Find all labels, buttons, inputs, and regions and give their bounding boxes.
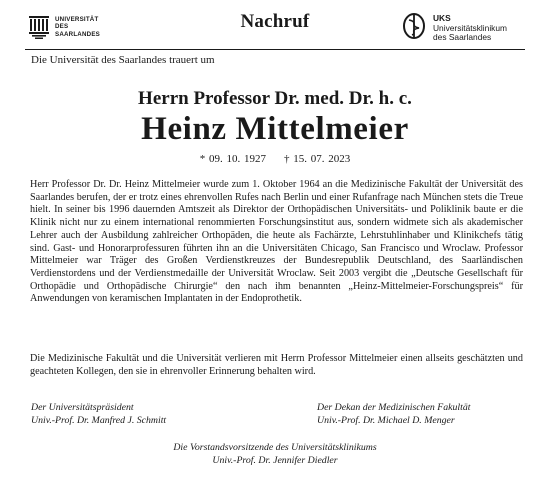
uks-logo-line-1: Universitätsklinikum xyxy=(433,22,507,33)
deceased-name: Heinz Mittelmeier xyxy=(141,111,409,147)
header-divider xyxy=(25,49,525,50)
signature-dean xyxy=(317,401,527,427)
life-dates xyxy=(0,153,550,165)
signature-president xyxy=(31,401,271,427)
birth-date: * 09. 10. 1927 xyxy=(199,153,266,165)
university-logo-line-2: DES xyxy=(55,23,69,31)
closing-paragraph: Die Medizinische Fakultät und die Universität verlieren mit Herrn Professor Mittelmeier einen allseits geschätzten und geachteten Kollegen, den sie in ehrenvoller Erinnerung behalten wird. xyxy=(30,353,523,377)
intro-line: Die Universität des Saarlandes trauert um xyxy=(31,54,215,66)
page-title: Nachruf xyxy=(240,11,310,32)
header xyxy=(0,0,550,50)
footer-role: Die Vorstandsvorsitzende des Universitätsklinikums xyxy=(173,442,377,453)
honorific-title: Herrn Professor Dr. med. Dr. h. c. xyxy=(138,88,412,109)
university-logo-line-3: SAARLANDES xyxy=(55,30,100,38)
signature-person: Univ.-Prof. Dr. Michael D. Menger xyxy=(317,415,455,426)
signature-role: Der Dekan der Medizinischen Fakultät xyxy=(317,402,471,413)
death-date: † 15. 07. 2023 xyxy=(284,153,351,165)
university-logo-line-1: UNIVERSITÄT xyxy=(55,16,99,23)
footer-signature xyxy=(0,441,550,467)
uks-abbreviation: UKS xyxy=(433,13,451,23)
signature-person: Univ.-Prof. Dr. Manfred J. Schmitt xyxy=(31,415,167,426)
uks-logo-line-2: des Saarlandes xyxy=(433,32,492,43)
uks-logo-text xyxy=(433,14,533,43)
footer-person: Univ.-Prof. Dr. Jennifer Diedler xyxy=(212,455,338,466)
uks-logo xyxy=(402,12,532,46)
signature-role: Der Universitätspräsident xyxy=(31,402,134,413)
uks-serpent-logo-icon xyxy=(402,12,426,40)
biography-paragraph: Herr Professor Dr. Dr. Heinz Mittelmeier wurde zum 1. Oktober 1964 an die Medizinische Fakultät der Universität des Saarlandes berufen, der er trotz eines ehrenvollen Rufes nach Berlin und einer Rufanfrage nach München stets die Treue hielt. In seiner bis 1996 dauernden Amtszeit als Direktor der Orthopädischen Universitäts- und Poliklinik baute er die Klinik nicht nur zu einem international renommierten Forschungsinstitut aus, sondern widmete sich als akademischer Lehrer auch der Ausbildung zahlreicher Orthopäden, die heute als Fachärzte, Lehrstuhlinhaber und Klinikchefs tätig sind. Gast- und Honorarprofessuren führten ihn an die Universitäten Chicago, San Francisco und Wroclaw. Professor Mittelmeier war Träger des Großen Verdienstkreuzes der Bundesrepublik Deutschland, des Saarländischen Verdienstordens und der Verdienstmedaille der Universität Wroclaw. Seit 2003 vergibt die „Deutsche Gesellschaft für Orthopädie und Orthopädische Chirurgie“ den nach ihm benannten „Heinz-Mittelmeier-Forschungspreis“ für Anwendungen von keramischen Implantaten in der Endoprothetik. xyxy=(30,179,523,305)
